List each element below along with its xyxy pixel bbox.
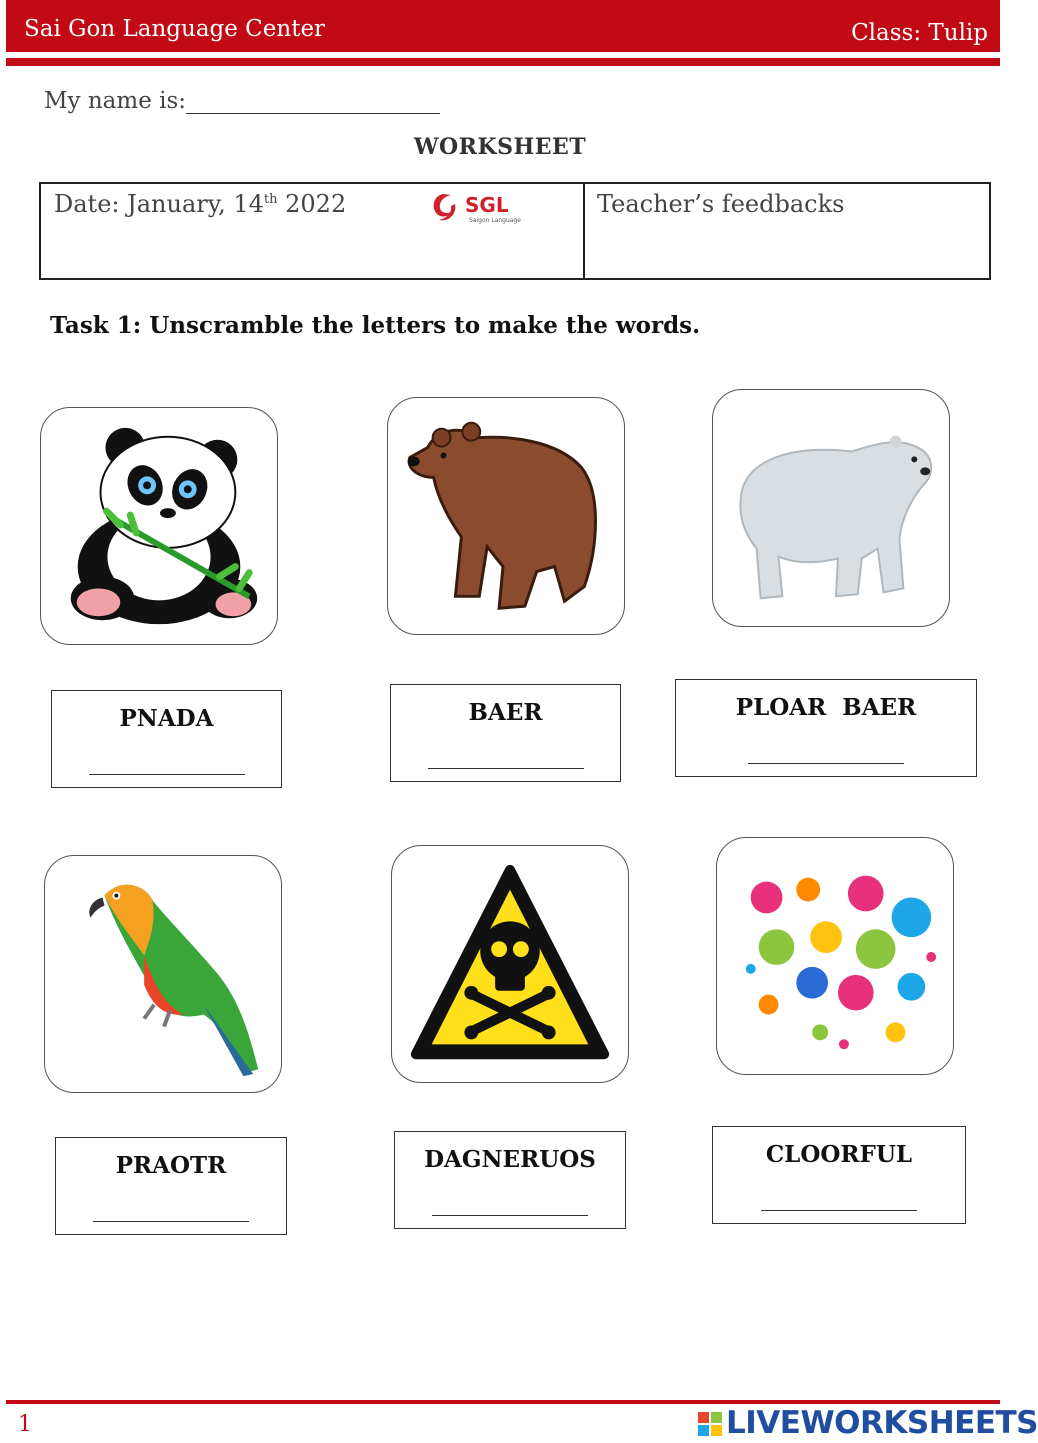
liveworksheets-logo-icon [698,1412,722,1436]
class-label: Class: Tulip [851,20,988,46]
date-suffix: th [263,192,278,207]
date-text [54,190,346,218]
polar-bear-card [712,389,950,627]
scrambled-word: PLOAR BAER [735,694,917,721]
worksheet-title: WORKSHEET [413,134,587,160]
table-divider [583,184,585,278]
logo-subtext: Saigon Language [469,217,521,224]
answer-line[interactable] [93,1221,249,1222]
polar-bear-icon [713,390,949,626]
info-table [39,182,991,280]
header-rule [6,58,1000,66]
page-number: 1 [18,1412,32,1437]
feedback-label: Teacher’s feedbacks [597,190,845,218]
footer-rule [6,1400,1000,1404]
word-box-colorful [712,1126,966,1224]
date-prefix: Date: January, 14 [54,190,264,218]
word-box-bear [390,684,621,782]
scrambled-word: PNADA [119,705,214,732]
paint-splash-icon [717,838,953,1074]
answer-line[interactable] [761,1210,917,1211]
task1-title: Task 1: Unscramble the letters to make the words. [50,312,701,339]
scrambled-word: DAGNERUOS [424,1146,596,1173]
paint-card [716,837,954,1075]
name-row [44,88,440,114]
parrot-icon [45,856,281,1092]
word-box-panda [51,690,282,788]
word-box-parrot [55,1137,287,1235]
center-name: Sai Gon Language Center [24,16,326,42]
danger-card [391,845,629,1083]
scrambled-word: PRAOTR [115,1152,227,1179]
scrambled-word: BAER [468,699,543,726]
word-box-dangerous [394,1131,626,1229]
brown-bear-icon [388,398,624,634]
brown-bear-card [387,397,625,635]
sgl-logo-icon [429,188,539,228]
answer-line[interactable] [428,768,584,769]
date-year: 2022 [277,190,347,218]
answer-line[interactable] [748,763,904,764]
parrot-card [44,855,282,1093]
answer-line[interactable] [432,1215,588,1216]
liveworksheets-brand: LIVEWORKSHEETS [726,1405,1038,1441]
panda-icon [41,408,277,644]
logo-text: SGL [465,193,509,217]
answer-line[interactable] [89,774,245,775]
panda-card [40,407,278,645]
scrambled-word: CLOORFUL [765,1141,913,1168]
word-box-polar-bear [675,679,977,777]
danger-sign-icon [392,846,628,1082]
name-answer-line[interactable] [186,89,440,114]
name-prompt: My name is: [44,88,187,114]
